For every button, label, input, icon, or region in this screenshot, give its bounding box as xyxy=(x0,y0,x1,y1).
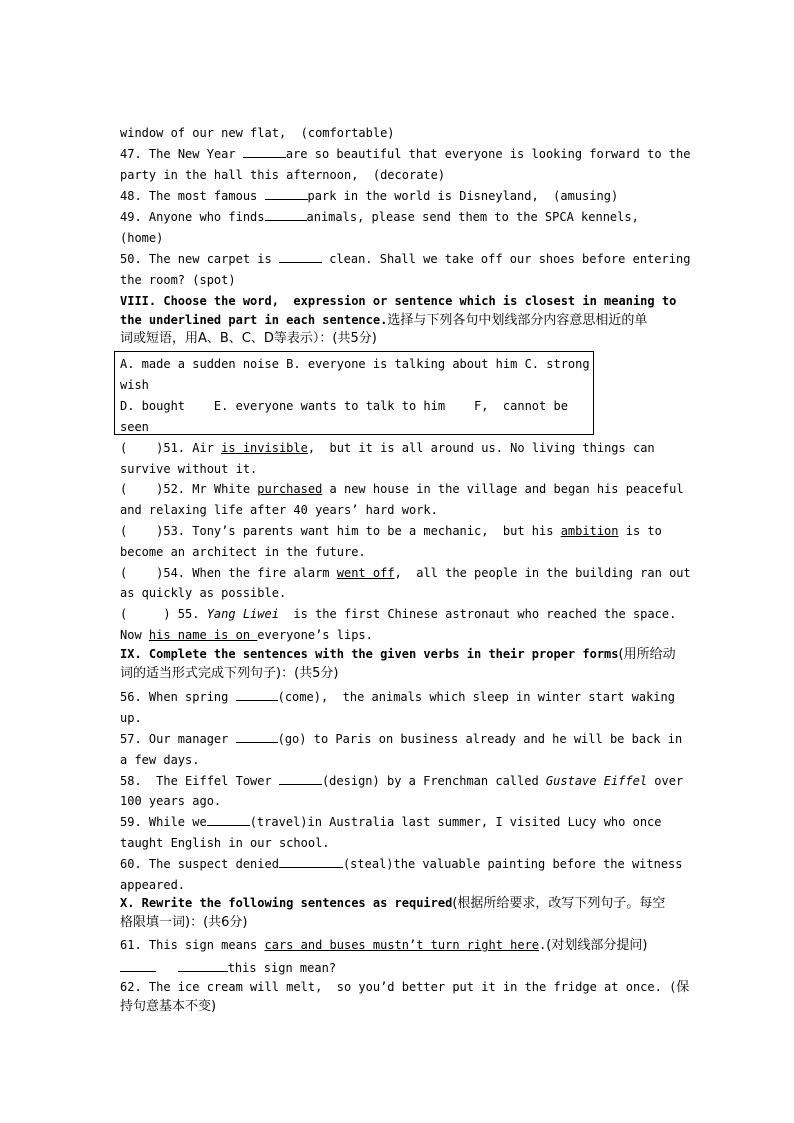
q59-blank[interactable] xyxy=(207,813,250,826)
q54-line1 xyxy=(120,564,691,582)
options-line3: D. bought E. everyone wants to talk to him F, cannot be xyxy=(120,399,568,413)
q61-blank-1[interactable] xyxy=(120,959,156,972)
q48-line1 xyxy=(120,187,618,205)
q52-text-after: a new house in the village and began his peaceful xyxy=(322,482,684,496)
q50-text-before: 50. The new carpet is xyxy=(120,252,272,266)
q53-line1 xyxy=(120,522,662,540)
q48-blank[interactable] xyxy=(265,187,308,200)
q57-text-after: (go) to Paris on business already and he will be back in xyxy=(277,732,683,746)
q49-text-before: 49. Anyone who finds xyxy=(120,210,265,224)
q55-italic-name: Yang Liwei xyxy=(206,607,279,621)
q60-text-before: 60. The suspect denied xyxy=(120,857,279,871)
q47-line1 xyxy=(120,145,690,163)
q52-line1 xyxy=(120,480,684,498)
sec8-title-cn: 选择与下列各句中划线部分内容意思相近的单 xyxy=(387,313,648,328)
q59-text-after: (travel)in Australia last summer, I visited Lucy who once xyxy=(249,815,662,829)
sec9-title-en: IX. Complete the sentences with the given verbs in their proper forms xyxy=(120,647,619,661)
sec8-title-line3: 词或短语，用A、B、C、D等表示）：(共5分) xyxy=(120,331,377,346)
q49-line2: (home) xyxy=(120,231,164,245)
q54-underlined: went off xyxy=(336,566,395,580)
sec10-title-line1 xyxy=(120,894,665,912)
q57-line2: a few days. xyxy=(120,753,200,767)
q53-text-after: is to xyxy=(618,524,662,538)
q59-line2: taught English in our school. xyxy=(120,836,330,850)
q51-line1 xyxy=(120,439,655,457)
q61-period: . xyxy=(539,938,547,952)
q50-line2: the room? (spot) xyxy=(120,273,236,287)
q59-line1 xyxy=(120,813,662,831)
sec9-title-cn: (用所给动 xyxy=(618,647,676,662)
q55-underlined: his name is on xyxy=(148,628,258,642)
q47-blank[interactable] xyxy=(243,145,286,158)
q55-text-before: ( ) 55. xyxy=(120,607,207,621)
q50-text-after: clean. Shall we take off our shoes before entering xyxy=(329,252,691,266)
q51-line2: survive without it. xyxy=(120,462,258,476)
sec10-title-line2: 格限填一词)：(共6分) xyxy=(120,915,248,930)
q57-blank[interactable] xyxy=(236,730,278,743)
sec9-title-line2: 词的适当形式完成下列句子)：(共5分) xyxy=(120,666,339,681)
q53-underlined: ambition xyxy=(560,524,619,538)
options-line1: A. made a sudden noise B. everyone is talking about him C. strong xyxy=(120,357,590,371)
q58-italic-name: Gustave Eiffel xyxy=(545,774,648,788)
q57-line1 xyxy=(120,730,682,748)
q62-line2: 持句意基本不变) xyxy=(120,999,217,1014)
q52-text-before: ( )52. Mr White xyxy=(120,482,258,496)
q48-text-before: 48. The most famous xyxy=(120,189,258,203)
sec9-title-line1 xyxy=(120,645,676,663)
q47-number: 47. xyxy=(120,147,142,161)
sec8-title-line2 xyxy=(120,311,647,329)
q61-line1 xyxy=(120,936,647,954)
q58-line2: 100 years ago. xyxy=(120,794,222,808)
q62-instruction-cn-start: 保 xyxy=(676,980,690,995)
q61-line2-text: this sign mean? xyxy=(227,961,337,975)
q58-blank[interactable] xyxy=(279,772,322,785)
q56-text-after: (come), the animals which sleep in winter start waking xyxy=(277,690,675,704)
q55-line2-after: everyone’s lips. xyxy=(257,628,373,642)
q62-text: 62. The ice cream will melt, so you’d better put it in the fridge at once. ( xyxy=(120,980,677,994)
q53-line2: become an architect in the future. xyxy=(120,545,366,559)
sec10-title-cn: (根据所给要求，改写下列句子。每空 xyxy=(452,896,666,911)
q52-underlined: purchased xyxy=(257,482,323,496)
q51-text-before: ( )51. Air xyxy=(120,441,222,455)
q52-line2: and relaxing life after 40 years’ hard work. xyxy=(120,503,438,517)
q48-text-after: park in the world is Disneyland, (amusing) xyxy=(307,189,619,203)
q58-text-before: 58. The Eiffel Tower xyxy=(120,774,272,788)
q50-blank[interactable] xyxy=(279,250,322,263)
q50-line1 xyxy=(120,250,690,268)
sec8-title-line1: VIII. Choose the word, expression or sentence which is closest in meaning to xyxy=(120,294,677,308)
q62-line1 xyxy=(120,978,689,996)
q60-blank[interactable] xyxy=(279,855,343,868)
q47-text-before: The New Year xyxy=(148,147,236,161)
q49-blank[interactable] xyxy=(265,208,307,221)
sec10-title-en: X. Rewrite the following sentences as required xyxy=(120,896,453,910)
options-line2: wish xyxy=(120,378,149,392)
q53-text-before: ( )53. Tony’s parents want him to be a mechanic, but his xyxy=(120,524,561,538)
q49-text-after: animals, please send them to the SPCA kennels, xyxy=(306,210,639,224)
q59-text-before: 59. While we xyxy=(120,815,207,829)
q55-line2-before: Now xyxy=(120,628,149,642)
q61-line2 xyxy=(120,959,336,977)
q61-text-before: 61. This sign means xyxy=(120,938,265,952)
q49-line1 xyxy=(120,208,639,226)
q57-text-before: 57. Our manager xyxy=(120,732,229,746)
q55-text-after: is the first Chinese astronaut who reached the space. xyxy=(278,607,677,621)
q56-text-before: 56. When spring xyxy=(120,690,229,704)
q51-underlined: is invisible xyxy=(221,441,308,455)
q46-line2: window of our new flat, (comfortable) xyxy=(120,126,395,140)
q58-line1 xyxy=(120,772,683,790)
q60-line2: appeared. xyxy=(120,878,186,892)
q61-instruction-cn: (对划线部分提问) xyxy=(546,938,648,953)
q47-line2: party in the hall this afternoon, (decorate) xyxy=(120,168,446,182)
q60-text-after: (steal)the valuable painting before the witness xyxy=(342,857,683,871)
q61-underlined: cars and buses mustn’t turn right here xyxy=(264,938,540,952)
sec8-title-en: the underlined part in each sentence. xyxy=(120,313,388,327)
q51-text-after: , but it is all around us. No living things can xyxy=(307,441,655,455)
q58-text-after: over xyxy=(647,774,684,788)
q54-text-after: , all the people in the building ran out xyxy=(394,566,691,580)
q61-blank-2[interactable] xyxy=(178,959,228,972)
q56-line1 xyxy=(120,688,675,706)
q56-blank[interactable] xyxy=(236,688,278,701)
q55-line2 xyxy=(120,626,373,644)
q56-line2: up. xyxy=(120,711,142,725)
options-line4: seen xyxy=(120,420,149,434)
q55-line1 xyxy=(120,605,676,623)
q58-text-middle: (design) by a Frenchman called xyxy=(321,774,546,788)
q47-text-after: are so beautiful that everyone is looking forward to the xyxy=(285,147,691,161)
q54-line2: as quickly as possible. xyxy=(120,586,287,600)
q60-line1 xyxy=(120,855,683,873)
q54-text-before: ( )54. When the fire alarm xyxy=(120,566,337,580)
